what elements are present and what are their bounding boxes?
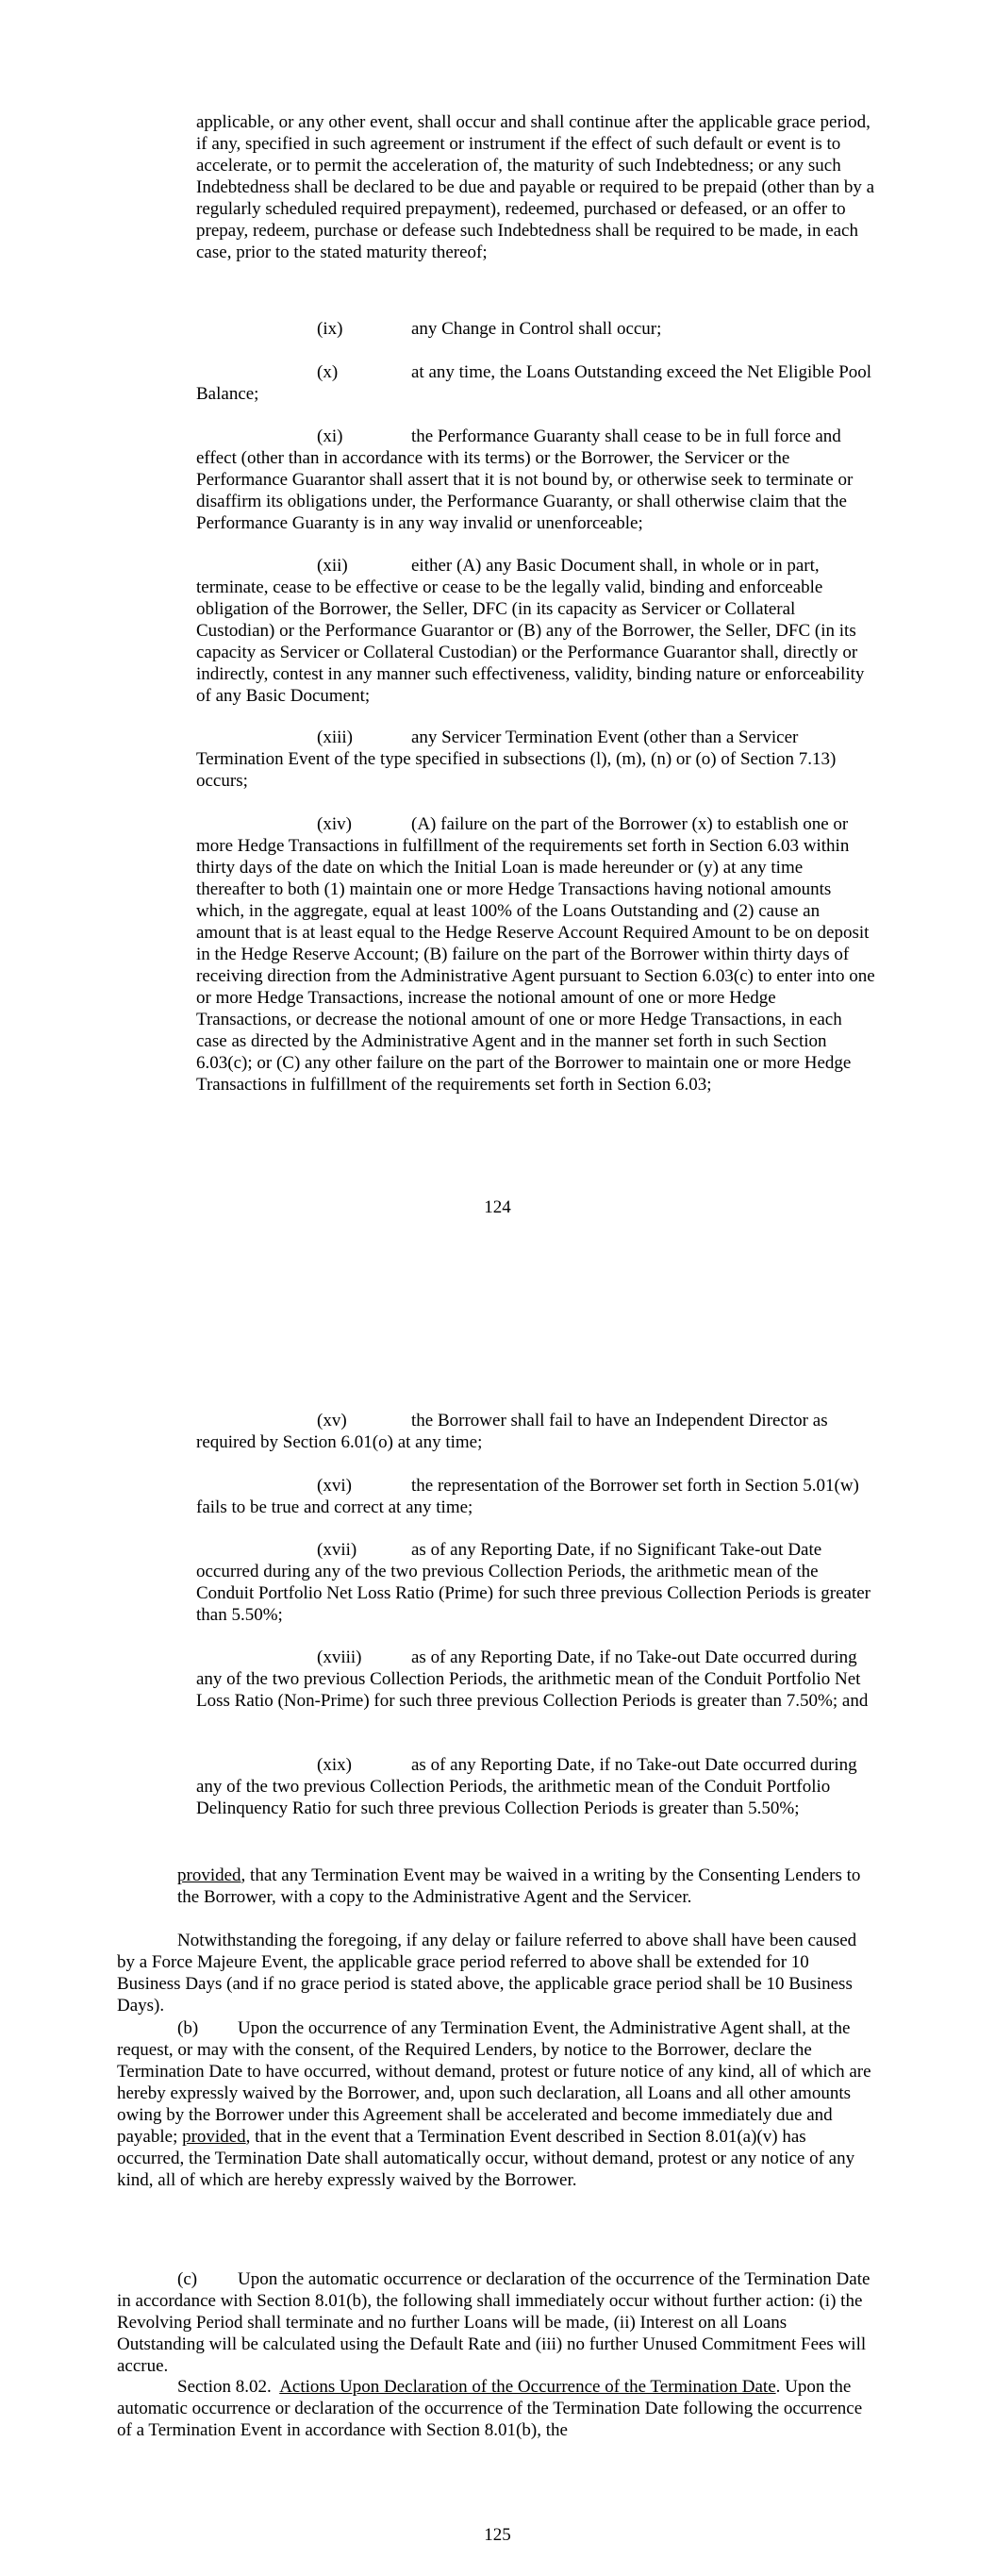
item-text: any Servicer Termination Event (other than a Servicer Termination Event of the type specified in subsections (l), (m), (n) or (o) of Section 7.13) occurs; bbox=[196, 728, 837, 791]
page-124 bbox=[0, 0, 995, 1246]
paragraph-b-text-1: Upon the occurrence of any Termination Event, the Administrative Agent shall, at the request, or may with the consent, of the Required Lenders, by notice to the Borrower, declare the Termination Date to have occurred, without demand, protest or future notice of any kind, all of which are hereby expressly waived by the Borrower, and, upon such declaration, all Loans and all other amounts owing by the Borrower under this Agreement shall be accelerated and become immediately due and payable; bbox=[117, 2018, 871, 2147]
section-number: Section 8.02. bbox=[177, 2377, 272, 2397]
item-number: (xii) bbox=[317, 556, 348, 576]
section-text: . Upon the automatic occurrence or declaration of the occurrence of the Termination Date following the occurrence of a Termination Event in accordance with Section 8.01(b), the bbox=[117, 2377, 863, 2440]
item-text: any Change in Control shall occur; bbox=[411, 319, 662, 339]
item-xix bbox=[196, 1754, 875, 1819]
item-text: (A) failure on the part of the Borrower (x) to establish one or more Hedge Transactions in fulfillment of the requirements set forth in Section 6.03 within thirty days of the date on which the Initial Loan is made hereunder or (y) at any time thereafter to both (1) maintain one or more Hedge Transactions having notional amounts which, in the aggregate, equal at least 100% of the Loans Outstanding and (2) cause an amount that is at least equal to the Hedge Reserve Account Required Amount to be on deposit in the Hedge Reserve Account; (B) failure on the part of the Borrower within thirty days of receiving direction from the Administrative Agent pursuant to Section 6.03(c) to enter into one or more Hedge Transactions, increase the notional amount of one or more Hedge Transactions, or decrease the notional amount of one or more Hedge Transactions, in each case as directed by the Administrative Agent and in the manner set forth in such Section 6.03(c); or (C) any other failure on the part of the Borrower to maintain one or more Hedge Transactions in fulfillment of the requirements set forth in Section 6.03; bbox=[196, 814, 875, 1095]
item-ix bbox=[196, 318, 875, 340]
item-xii bbox=[196, 555, 875, 707]
provided-term: provided bbox=[182, 2127, 246, 2147]
page-125 bbox=[0, 1246, 995, 2576]
item-xi bbox=[196, 426, 875, 534]
item-text: either (A) any Basic Document shall, in whole or in part, terminate, cease to be effective or cease to be the legally valid, binding and enforceable obligation of the Borrower, the Seller, DFC (in its capacity as Servicer or Collateral Custodian) or the Performance Guarantor or (B) any of the Borrower, the Seller, DFC (in its capacity as Servicer or Collateral Custodian) or the Performance Guarantor shall, directly or indirectly, contest in any manner such effectiveness, validity, binding nature or enforceability of any Basic Document; bbox=[196, 556, 865, 706]
paragraph-b-text-2: , that in the event that a Termination Event described in Section 8.01(a)(v) has occurred, the Termination Date shall automatically occur, without demand, protest or any notice of any kind, all of which are hereby expressly waived by the Borrower. bbox=[117, 2127, 855, 2190]
item-text: as of any Reporting Date, if no Take-out Date occurred during any of the two previous Collection Periods, the arithmetic mean of the Conduit Portfolio Net Loss Ratio (Non-Prime) for such three previous Collection Periods is greater than 7.50%; and bbox=[196, 1648, 869, 1711]
item-text: the representation of the Borrower set forth in Section 5.01(w) fails to be true and correct at any time; bbox=[196, 1476, 859, 1517]
item-number: (xiv) bbox=[317, 814, 352, 834]
proviso-paragraph bbox=[177, 1865, 875, 1908]
item-xvii bbox=[196, 1539, 875, 1626]
item-number: (xiii) bbox=[317, 728, 353, 747]
item-number: (xviii) bbox=[317, 1648, 362, 1667]
item-xiii bbox=[196, 727, 875, 792]
paragraph-number: (c) bbox=[177, 2269, 198, 2289]
section-8-02 bbox=[117, 2376, 875, 2441]
proviso-text: , that any Termination Event may be waived in a writing by the Consenting Lenders to the Borrower, with a copy to the Administrative Agent and the Servicer. bbox=[177, 1865, 861, 1907]
force-majeure-paragraph: Notwithstanding the foregoing, if any delay or failure referred to above shall have been caused by a Force Majeure Event, the applicable grace period referred to above shall be extended for 10 Business Days (and if no grace period is stated above, the applicable grace period shall be 10 Business Days). bbox=[117, 1931, 857, 2016]
item-text: at any time, the Loans Outstanding exceed the Net Eligible Pool Balance; bbox=[196, 362, 872, 404]
provided-term: provided bbox=[177, 1865, 241, 1885]
paragraph-c bbox=[117, 2268, 875, 2377]
item-number: (ix) bbox=[317, 319, 343, 339]
item-x bbox=[196, 361, 875, 405]
item-number: (xvi) bbox=[317, 1476, 352, 1496]
paragraph-c-text: Upon the automatic occurrence or declaration of the occurrence of the Termination Date in accordance with Section 8.01(b), the following shall immediately occur without further action: (i) the Revolving Period shall terminate and no further Loans will be made, (ii) Interest on all Loans Outstanding will be calculated using the Default Rate and (iii) no further Unused Commitment Fees will accrue. bbox=[117, 2269, 871, 2376]
item-text: the Performance Guaranty shall cease to be in full force and effect (other than in accordance with its terms) or the Borrower, the Servicer or the Performance Guarantor shall assert that it is not bound by, or otherwise seek to terminate or disaffirm its obligations under, the Performance Guaranty, or shall otherwise claim that the Performance Guaranty is in any way invalid or unenforceable; bbox=[196, 427, 854, 533]
paragraph-b bbox=[117, 2017, 875, 2191]
item-xiv bbox=[196, 813, 875, 1096]
item-number: (xvii) bbox=[317, 1540, 357, 1560]
item-number: (xv) bbox=[317, 1411, 347, 1430]
item-number: (xix) bbox=[317, 1755, 352, 1775]
paragraph-number: (b) bbox=[177, 2018, 199, 2038]
page-number: 124 bbox=[484, 1197, 511, 1217]
item-number: (xi) bbox=[317, 427, 343, 446]
item-text: as of any Reporting Date, if no Take-out Date occurred during any of the two previous Collection Periods, the arithmetic mean of the Conduit Portfolio Delinquency Ratio for such three previous Collection Periods is greater than 5.50%; bbox=[196, 1755, 857, 1818]
page-number: 125 bbox=[484, 2525, 511, 2545]
item-xv bbox=[196, 1410, 875, 1453]
item-number: (x) bbox=[317, 362, 339, 382]
item-text: the Borrower shall fail to have an Independent Director as required by Section 6.01(o) at any time; bbox=[196, 1411, 828, 1452]
section-heading: Actions Upon Declaration of the Occurrence of the Termination Date bbox=[279, 2377, 776, 2397]
item-xvi bbox=[196, 1475, 875, 1518]
intro-paragraph: applicable, or any other event, shall occur and shall continue after the applicable grace period, if any, specified in such agreement or instrument if the effect of such default or event is to accelerate, or to permit the acceleration of, the maturity of such Indebtedness; or any such Indebtedness shall be declared to be due and payable or required to be prepaid (other than by a regularly scheduled required prepayment), redeemed, purchased or defeased, or an offer to prepay, redeem, purchase or defease such Indebtedness shall be required to be made, in each case, prior to the stated maturity thereof; bbox=[196, 112, 875, 262]
item-text: as of any Reporting Date, if no Significant Take-out Date occurred during any of the two previous Collection Periods, the arithmetic mean of the Conduit Portfolio Net Loss Ratio (Prime) for such three previous Collection Periods is greater than 5.50%; bbox=[196, 1540, 871, 1625]
item-xviii bbox=[196, 1647, 875, 1712]
